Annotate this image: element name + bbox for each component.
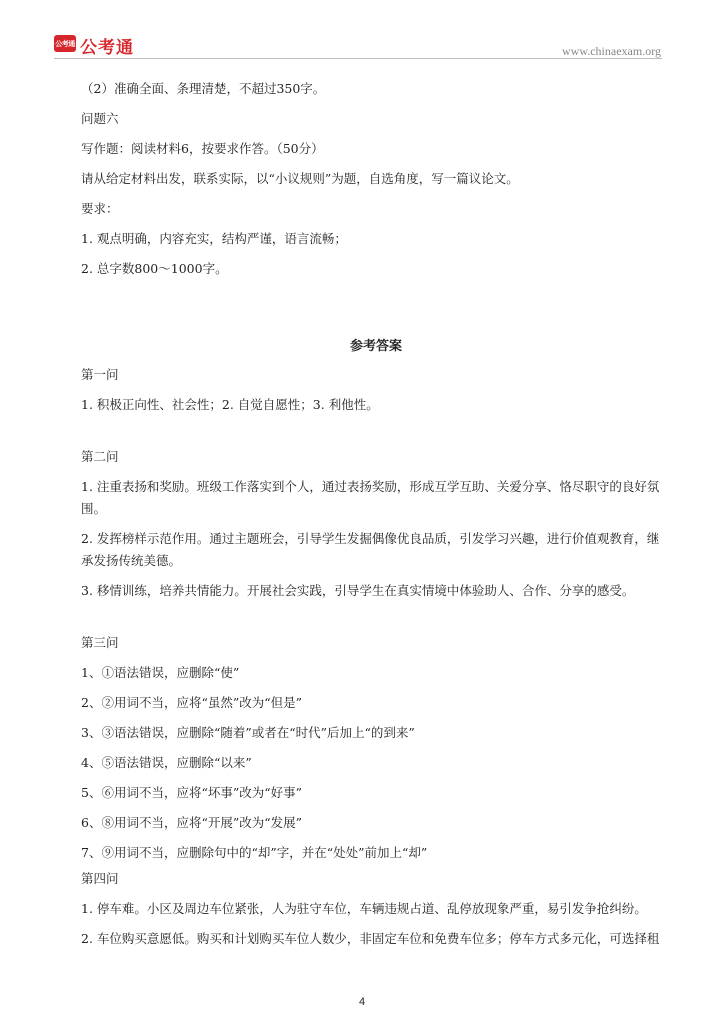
logo-badge: 公考通 [54, 35, 76, 52]
answer-q4-title: 第四问 [81, 871, 119, 886]
answer-section-title: 参考答案 [349, 339, 402, 354]
answer-q3-title: 第三问 [81, 635, 119, 650]
page-number: 4 [358, 996, 366, 1008]
answer-q2-title: 第二问 [81, 449, 119, 464]
question-6-prompt: 请从给定材料出发，联系实际，以“小议规则”为题，自选角度，写一篇议论文。 [81, 171, 519, 186]
document-body [81, 72, 671, 950]
answer-q3-item: 6、⑧用词不当，应将“开展”改为“发展” [81, 815, 303, 830]
answer-q3-item: 1、①语法错误，应删除“使” [81, 665, 240, 680]
header-divider [54, 58, 662, 59]
question-6-requirement-1: 1. 观点明确，内容充实，结构严谨，语言流畅； [81, 231, 347, 246]
answer-q2-item: 2. 发挥榜样示范作用。通过主题班会，引导学生发掘偶像优良品质，引发学习兴趣，进行价值观教育，继承发扬传统美德。 [81, 531, 660, 568]
answer-q1-item: 1. 积极正向性、社会性；2. 自觉自愿性；3. 利他性。 [81, 397, 379, 412]
answer-q4-item: 1. 停车难。小区及周边车位紧张，人为驻守车位，车辆违规占道、乱停放现象严重，易引发争抢纠纷。 [81, 901, 647, 916]
question-6-requirements-title: 要求： [81, 201, 119, 216]
answer-q1-title: 第一问 [81, 367, 119, 382]
requirement-2: （2）准确全面、条理清楚，不超过350字。 [81, 81, 326, 96]
question-6-title: 问题六 [81, 111, 119, 126]
question-6-requirement-2: 2. 总字数800～1000字。 [81, 261, 228, 276]
answer-q4-item: 2. 车位购买意愿低。购买和计划购买车位人数少，非固定车位和免费车位多；停车方式多元化，可选择租 [81, 931, 660, 946]
site-url: www.chinaexam.org [562, 44, 661, 58]
logo-text: 公考通 [80, 38, 134, 58]
answer-q2-item: 3. 移情训练，培养共情能力。开展社会实践，引导学生在真实情境中体验助人、合作、分享的感受。 [81, 583, 635, 598]
page-header [0, 0, 724, 62]
answer-q2-item: 1. 注重表扬和奖励。班级工作落实到个人，通过表扬奖励，形成互学互助、关爱分享、恪尽职守的良好氛围。 [81, 479, 660, 516]
answer-q3-item: 7、⑨用词不当，应删除句中的“却”字，并在“处处”前加上“却” [81, 845, 428, 860]
question-6-type: 写作题：阅读材料6，按要求作答。（50分） [81, 141, 324, 156]
answer-q3-item: 5、⑥用词不当，应将“坏事”改为“好事” [81, 785, 303, 800]
answer-q3-item: 3、③语法错误，应删除“随着”或者在“时代”后加上“的到来” [81, 725, 415, 740]
answer-q3-item: 4、⑤语法错误，应删除“以来” [81, 755, 252, 770]
answer-q3-item: 2、②用词不当，应将“虽然”改为“但是” [81, 695, 303, 710]
